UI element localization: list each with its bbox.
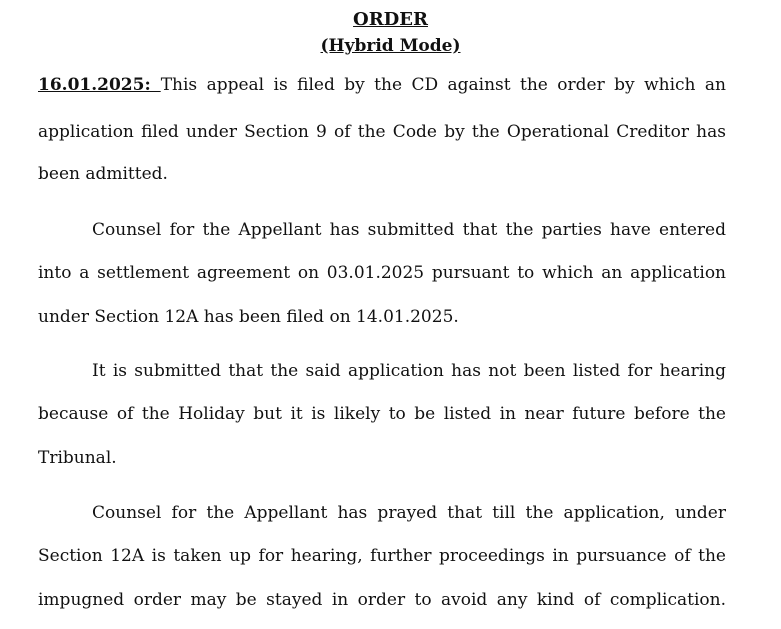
paragraph-3-line-3: Tribunal. [38,448,117,468]
paragraph-4-line-3: impugned order may be stayed in order to avoid any kind of complication. [38,590,726,610]
paragraph-1-line-2: application filed under Section 9 of the Code by the Operational Creditor has [38,122,726,142]
document-subtitle: (Hybrid Mode) [320,36,461,56]
document-title: ORDER [353,9,428,30]
paragraph-2-line-3: under Section 12A has been filed on 14.01.2025. [38,307,459,327]
paragraph-4-line-1: Counsel for the Appellant has prayed that till the application, under [92,503,726,523]
paragraph-1-line-1-text: This appeal is filed by the CD against the order by which an [160,75,726,95]
paragraph-3-line-2: because of the Holiday but it is likely to be listed in near future before the [38,404,726,424]
paragraph-1-line-3: been admitted. [38,164,168,184]
paragraph-4-line-2: Section 12A is taken up for hearing, further proceedings in pursuance of the [38,546,726,566]
order-date-label: 16.01.2025: [38,75,161,95]
paragraph-2-line-2: into a settlement agreement on 03.01.2025 pursuant to which an application [38,263,726,283]
paragraph-1-line-1 [38,75,726,95]
paragraph-2-line-1: Counsel for the Appellant has submitted that the parties have entered [92,220,726,240]
paragraph-3-line-1: It is submitted that the said application has not been listed for hearing [92,361,726,381]
